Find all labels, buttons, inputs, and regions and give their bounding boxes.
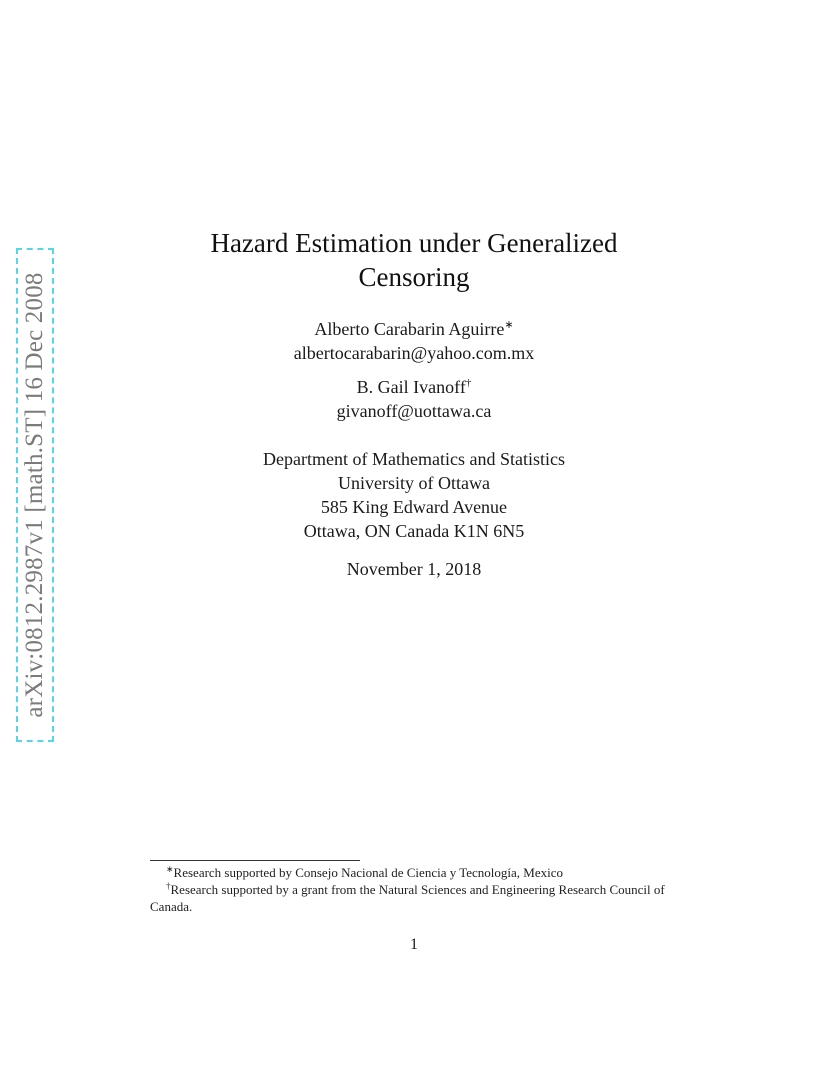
title-line-2: Censoring bbox=[358, 262, 470, 292]
footnote-mark-1: ∗ bbox=[166, 864, 174, 874]
footnote-rule bbox=[150, 860, 360, 861]
footnote-text-1: Research supported by Consejo Nacional de Ciencia y Tecnología, Mexico bbox=[173, 865, 564, 880]
footnote-text-2: Research supported by a grant from the Natural Sciences and Engineering Research Council of Canada. bbox=[150, 882, 665, 914]
affiliation bbox=[0, 447, 828, 543]
author-email-2: givanoff@uottawa.ca bbox=[336, 401, 492, 421]
paper-date: November 1, 2018 bbox=[346, 559, 482, 579]
author-block-1 bbox=[0, 317, 828, 365]
affiliation-line-4: Ottawa, ON Canada K1N 6N5 bbox=[303, 521, 525, 541]
arxiv-stamp-text: arXiv:0812.2987v1 [math.ST] 16 Dec 2008 bbox=[21, 272, 48, 718]
affiliation-line-2: University of Ottawa bbox=[338, 473, 490, 493]
affiliation-line-1: Department of Mathematics and Statistics bbox=[263, 449, 565, 469]
page-number: 1 bbox=[410, 936, 418, 953]
footnotes bbox=[150, 864, 680, 915]
author-name-1: Alberto Carabarin Aguirre bbox=[314, 319, 505, 339]
title-line-1: Hazard Estimation under Generalized bbox=[210, 228, 618, 258]
author-mark-2: † bbox=[465, 377, 472, 389]
paper-title bbox=[0, 226, 828, 294]
author-name-2: B. Gail Ivanoff bbox=[356, 377, 466, 397]
footnote-mark-2: † bbox=[166, 881, 171, 891]
footnote-2 bbox=[150, 881, 680, 915]
author-mark-1: ∗ bbox=[504, 319, 514, 331]
author-email-1: albertocarabarin@yahoo.com.mx bbox=[293, 343, 535, 363]
affiliation-line-3: 585 King Edward Avenue bbox=[320, 497, 508, 517]
footnote-1 bbox=[150, 864, 680, 881]
author-block-2 bbox=[0, 375, 828, 423]
